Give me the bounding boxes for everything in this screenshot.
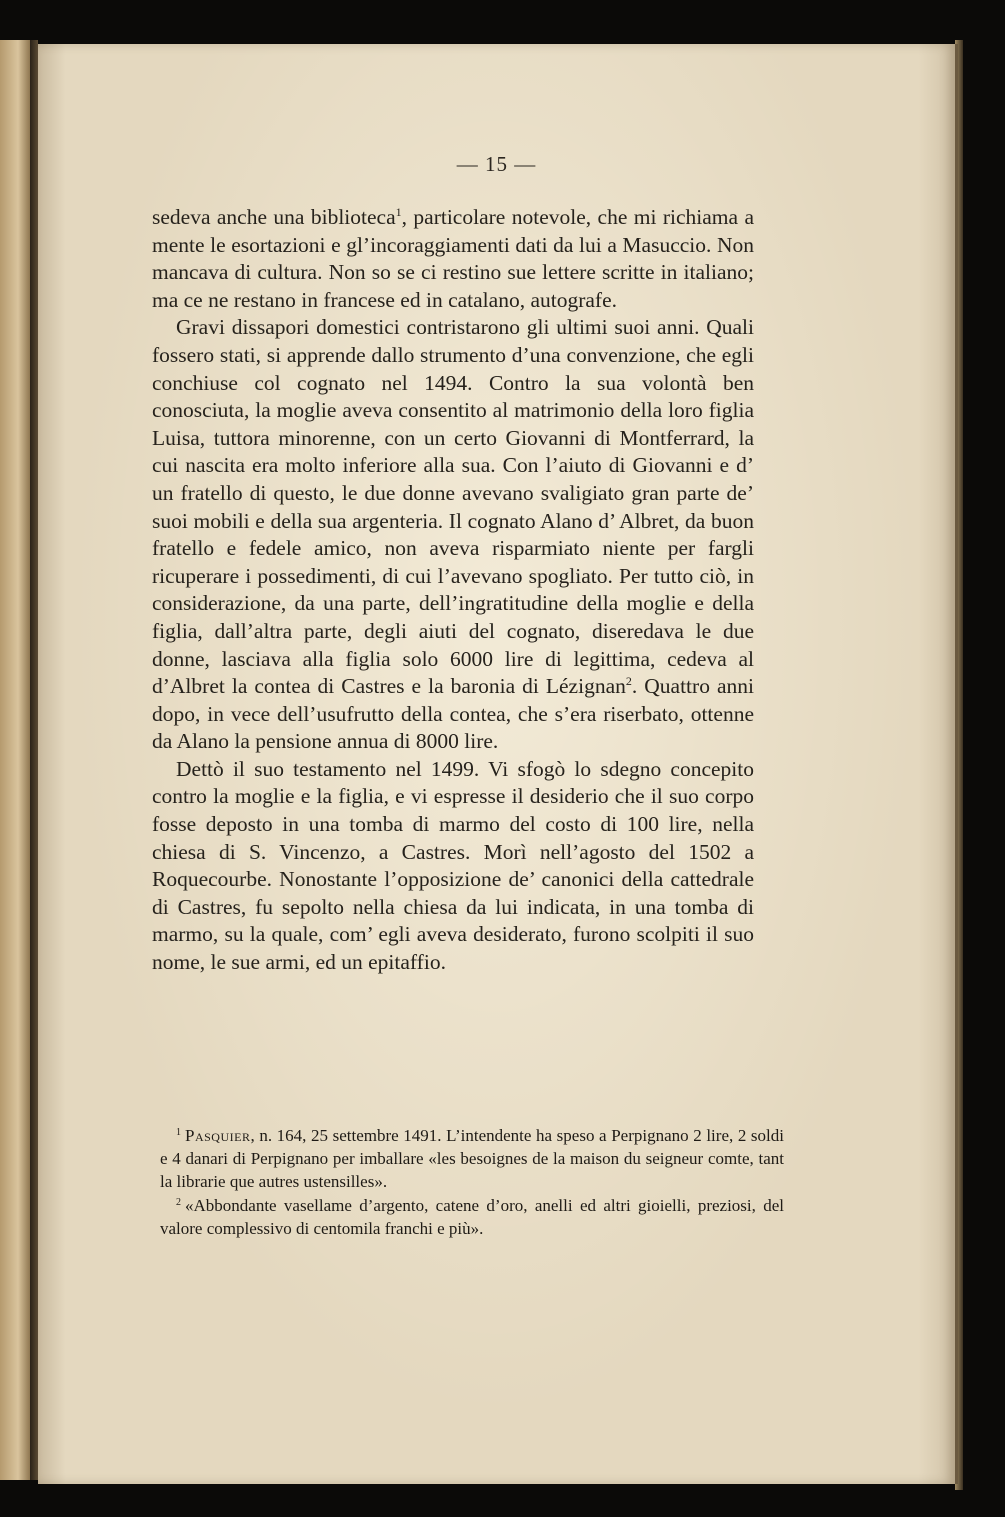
paragraph-3 [152,756,754,977]
paragraph-text: Dettò il suo testamento nel 1499. Vi sfogò lo sdegno concepito contro la moglie e la figlia, e vi espresse il desiderio che il suo corpo fosse deposto in una tomba di marmo del costo di 100 lire, nella chiesa di S. Vincenzo, a Castres. Morì nell’agosto del 1502 a Roquecourbe. Nonostante l’opposizione de’ canonici della cattedrale di Castres, fu sepolto nella chiesa da lui indicata, in una tomba di marmo, su la quale, com’ egli aveva desiderato, furono scolpiti il suo nome, le sue armi, ed un epitaffio. [152,756,754,975]
book-page [38,44,958,1484]
footnote-text: , n. 164, 25 settembre 1491. L’intendente ha speso a Perpignano 2 lire, 2 soldi e 4 danari di Perpignano per imballare «les besoignes de la maison du seigneur comte, tant la librarie que autres ustensilles». [160,1126,784,1192]
footnote-2 [160,1194,784,1240]
footnote-mark: 2 [176,1196,181,1208]
facing-page-edge [0,40,32,1480]
footnote-reference: 2 [625,674,632,689]
footnote-author: Pasquier [185,1126,251,1145]
paragraph-text: Gravi dissapori domestici contristarono gli ultimi suoi anni. Quali fossero stati, si apprende dallo strumento d’una convenzione, che egli conchiuse col cognato nel 1494. Contro la sua volontà ben conosciuta, la moglie aveva consentito al matrimonio della loro figlia Luisa, tuttora minorenne, con un certo Giovanni di Montferrard, la cui nascita era molto inferiore alla sua. Con l’aiuto di Giovanni e d’ un fratello di questo, le due donne avevano svaligiato gran parte de’ suoi mobili e della sua argenteria. Il cognato Alano d’ Albret, da buon fratello e fedele amico, non aveva risparmiato niente per fargli ricuperare i possedimenti, di cui l’avevano spogliato. Per tutto ciò, in considerazione, da una parte, dell’ingratitudine della moglie e della figlia, dall’altra parte, degli aiuti del cognato, diseredava le due donne, lasciava alla figlia solo 6000 lire di legittima, cedeva al d’Albret la contea di Castres e la baronia di Lézignan [152,315,754,699]
footnote-mark: 1 [176,1127,181,1138]
footnote-reference: 1 [395,205,402,219]
footnote-1 [160,1124,784,1194]
paragraph-text: , particolare notevole, che mi richiama a mente le esortazioni e gl’incoraggiamenti dati da lui a Masuccio. Non mancava di cultura. Non so se ci restino sue lettere scritte in italiano; ma ce ne restano in francese ed in catalano, autografe. [152,205,754,312]
book-gutter [30,40,38,1480]
footnote-text: «Abbondante vasellame d’argento, catene d’oro, anelli ed altri gioielli, preziosi, del valore complessivo di centomila franchi e più». [160,1195,784,1238]
main-text [152,204,754,977]
paragraph-text: sedeva anche una biblioteca [152,205,396,229]
paragraph-2 [152,314,754,756]
paragraph-1 [152,204,754,314]
page-number: — 15 — [456,152,537,176]
paragraph-text: . Quattro anni dopo, in vece dell’usufrutto della contea, che s’era riserbato, ottenne da Alano la pensione annua di 8000 lire. [152,674,754,754]
footnotes [160,1124,784,1240]
